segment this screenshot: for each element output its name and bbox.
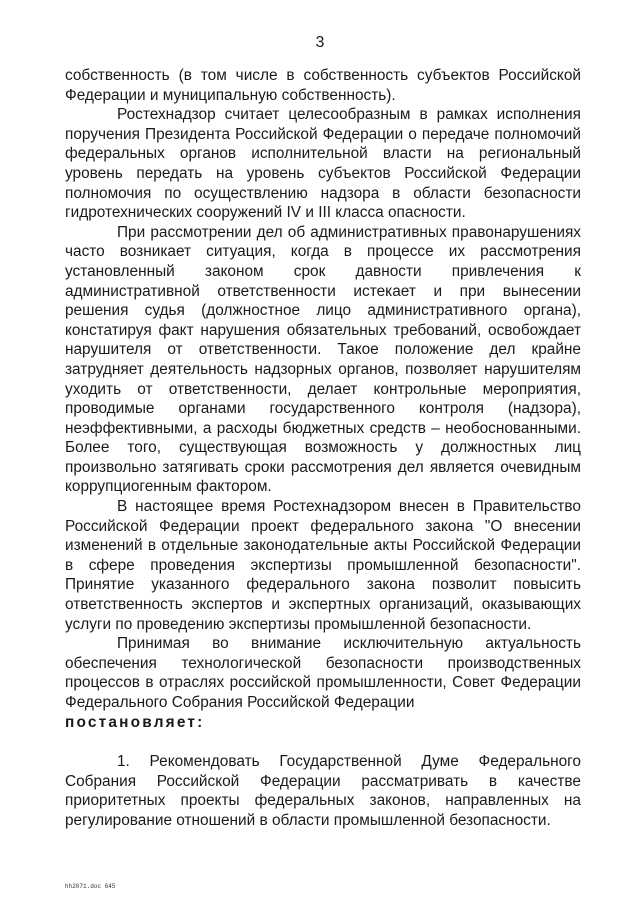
document-body [65,66,581,831]
resolution-word: постановляет: [65,713,205,731]
paragraph-administrative-offenses: При рассмотрении дел об административных правонарушениях часто возникает ситуация, когда в процессе их рассмотрения установленный законом срок давности привлечения к административной ответственности истекает и при вынесении решения судья (должностное лицо административного органа), констатируя факт нарушения обязательных требований, освобождает нарушителя от ответственности. Такое положение дел крайне затрудняет деятельность надзорных органов, позволяет нарушителям уходить от ответственности, делает контрольные мероприятия, проводимые органами государственного контроля (надзора), неэффективными, а расходы бюджетных средств – необоснованными. Более того, существующая возможность у должностных лиц произвольно затягивать сроки рассмотрения дел является очевидным коррупциогенным фактором. [65,223,581,496]
paragraph-draft-law: В настоящее время Ростехнадзором внесен в Правительство Российской Федерации проект федерального закона "О внесении изменений в отдельные законодательные акты Российской Федерации в сфере проведения экспертизы промышленной безопасности". Принятие указанного федерального закона позволит повысить ответственность экспертов и экспертных организаций, оказывающих услуги по проведению экспертизы промышленной безопасности. [65,498,581,633]
paragraph-rostekhnadzor-proposal: Ростехнадзор считает целесообразным в рамках исполнения поручения Президента Российской Федерации о передаче полномочий федеральных органов исполнительной власти на региональный уровень передать на уровень субъектов Российской Федерации полномочия по осуществлению надзора в области безопасности гидротехнических сооружений IV и III класса опасности. [65,106,581,222]
spacer [65,732,581,752]
paragraph-taking-into-account: Принимая во внимание исключительную актуальность обеспечения технологической безопасности производственных процессов в отраслях российской промышленности, Совет Федерации Федерального Собрания Российской Федерации [65,635,581,711]
paragraph-continuation: собственность (в том числе в собственность субъектов Российской Федерации и муниципальную собственность). [65,67,581,104]
footer-filename: hh2071.doc 645 [65,883,116,890]
page-number: 3 [315,34,325,51]
resolution-item-1: 1. Рекомендовать Государственной Думе Федерального Собрания Российской Федерации рассматривать в качестве приоритетных проекты федеральных законов, направленных на регулирование отношений в области промышленной безопасности. [65,753,581,829]
